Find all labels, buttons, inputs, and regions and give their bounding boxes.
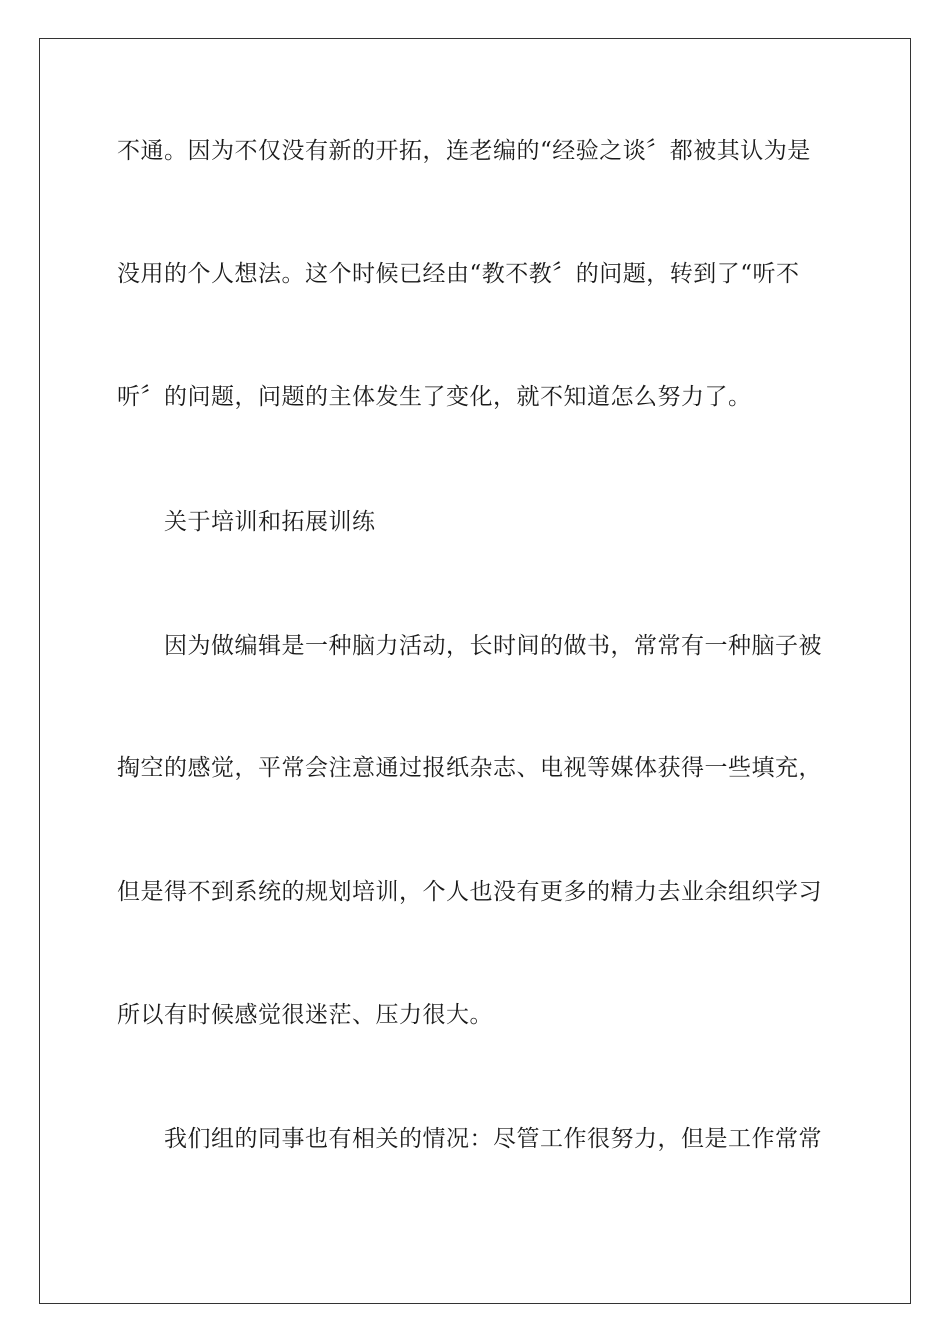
- paragraph-line-4: 因为做编辑是一种脑力活动，长时间的做书，常常有一种脑子被: [164, 633, 822, 659]
- paragraph-line-3: 听〞的问题，问题的主体发生了变化，就不知道怎么努力了。: [117, 384, 752, 410]
- paragraph-line-7: 所以有时候感觉很迷茫、压力很大。: [117, 1002, 493, 1028]
- page-border: [39, 38, 911, 1304]
- section-heading: 关于培训和拓展训练: [164, 509, 376, 535]
- paragraph-line-2: 没用的个人想法。这个时候已经由“教不教〞的问题，转到了“听不: [117, 261, 800, 287]
- paragraph-line-8: 我们组的同事也有相关的情况：尽管工作很努力，但是工作常常: [164, 1126, 822, 1152]
- paragraph-line-5: 掏空的感觉，平常会注意通过报纸杂志、电视等媒体获得一些填充，: [117, 755, 822, 781]
- paragraph-line-6: 但是得不到系统的规划培训，个人也没有更多的精力去业余组织学习: [117, 879, 822, 905]
- paragraph-line-1: 不通。因为不仅没有新的开拓，连老编的“经验之谈〞都被其认为是: [117, 138, 811, 164]
